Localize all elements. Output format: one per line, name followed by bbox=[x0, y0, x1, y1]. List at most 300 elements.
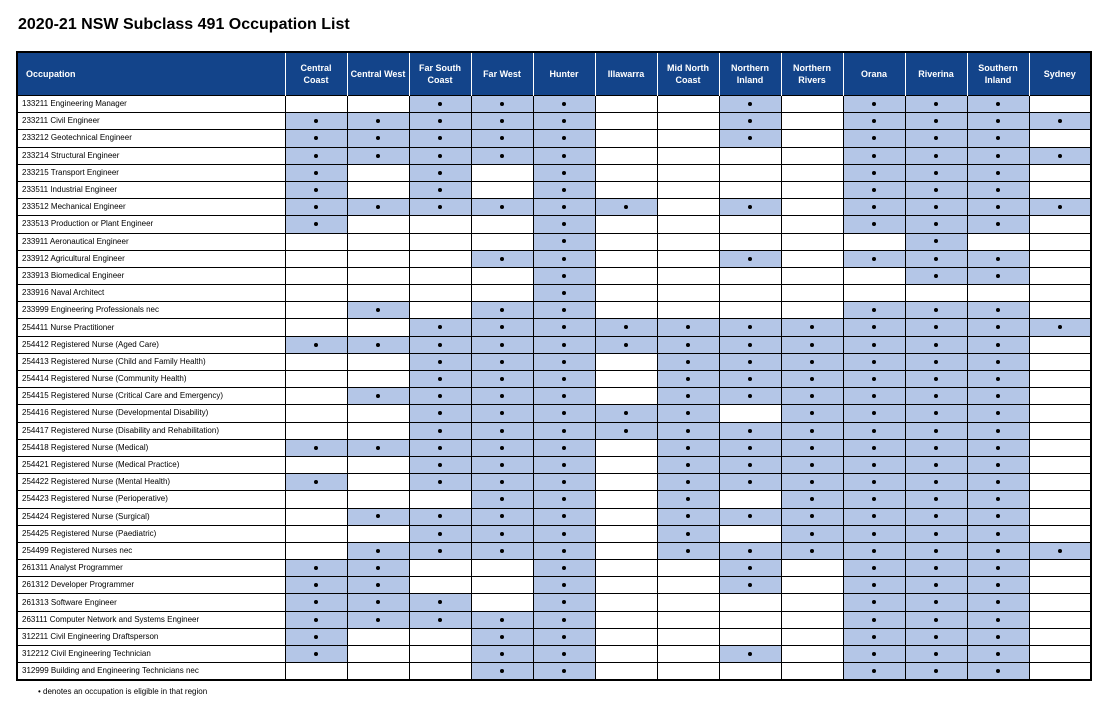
region-cell bbox=[471, 525, 533, 542]
eligible-dot-icon bbox=[438, 188, 442, 192]
region-cell bbox=[905, 353, 967, 370]
region-cell bbox=[471, 560, 533, 577]
region-cell bbox=[533, 199, 595, 216]
eligible-dot-icon bbox=[934, 514, 938, 518]
eligible-dot-icon bbox=[996, 119, 1000, 123]
region-cell bbox=[1029, 336, 1091, 353]
region-cell bbox=[1029, 422, 1091, 439]
region-cell bbox=[471, 336, 533, 353]
region-cell bbox=[409, 525, 471, 542]
region-cell bbox=[409, 147, 471, 164]
eligible-dot-icon bbox=[314, 136, 318, 140]
eligible-dot-icon bbox=[996, 325, 1000, 329]
table-header-row bbox=[17, 52, 1091, 96]
region-cell bbox=[843, 164, 905, 181]
region-cell bbox=[843, 216, 905, 233]
region-cell bbox=[719, 388, 781, 405]
eligible-dot-icon bbox=[500, 497, 504, 501]
region-cell bbox=[905, 422, 967, 439]
eligible-dot-icon bbox=[500, 308, 504, 312]
region-cell bbox=[409, 319, 471, 336]
eligible-dot-icon bbox=[314, 618, 318, 622]
region-cell bbox=[285, 216, 347, 233]
region-cell bbox=[905, 371, 967, 388]
region-cell bbox=[967, 164, 1029, 181]
eligible-dot-icon bbox=[996, 652, 1000, 656]
region-cell bbox=[347, 491, 409, 508]
region-cell bbox=[471, 181, 533, 198]
eligible-dot-icon bbox=[314, 188, 318, 192]
region-cell bbox=[967, 542, 1029, 559]
eligible-dot-icon bbox=[624, 205, 628, 209]
eligible-dot-icon bbox=[996, 360, 1000, 364]
occupation-cell: 254412 Registered Nurse (Aged Care) bbox=[17, 336, 285, 353]
region-cell bbox=[409, 371, 471, 388]
region-cell bbox=[533, 560, 595, 577]
eligible-dot-icon bbox=[562, 532, 566, 536]
column-header-region: Sydney bbox=[1029, 52, 1091, 96]
region-cell bbox=[719, 405, 781, 422]
region-cell bbox=[843, 628, 905, 645]
region-cell bbox=[595, 285, 657, 302]
region-cell bbox=[843, 611, 905, 628]
region-cell bbox=[533, 474, 595, 491]
occupation-cell: 233512 Mechanical Engineer bbox=[17, 199, 285, 216]
eligible-dot-icon bbox=[500, 411, 504, 415]
table-row bbox=[17, 96, 1091, 113]
region-cell bbox=[967, 216, 1029, 233]
eligible-dot-icon bbox=[810, 360, 814, 364]
region-cell bbox=[905, 456, 967, 473]
region-cell bbox=[285, 319, 347, 336]
region-cell bbox=[843, 663, 905, 681]
eligible-dot-icon bbox=[748, 257, 752, 261]
eligible-dot-icon bbox=[686, 360, 690, 364]
region-cell bbox=[285, 577, 347, 594]
region-cell bbox=[285, 302, 347, 319]
region-cell bbox=[843, 560, 905, 577]
region-cell bbox=[285, 164, 347, 181]
eligible-dot-icon bbox=[934, 480, 938, 484]
eligible-dot-icon bbox=[686, 480, 690, 484]
eligible-dot-icon bbox=[562, 394, 566, 398]
eligible-dot-icon bbox=[686, 325, 690, 329]
eligible-dot-icon bbox=[996, 377, 1000, 381]
region-cell bbox=[409, 542, 471, 559]
region-cell bbox=[409, 508, 471, 525]
region-cell bbox=[719, 96, 781, 113]
region-cell bbox=[657, 646, 719, 663]
eligible-dot-icon bbox=[996, 171, 1000, 175]
eligible-dot-icon bbox=[748, 583, 752, 587]
eligible-dot-icon bbox=[872, 652, 876, 656]
region-cell bbox=[843, 525, 905, 542]
region-cell bbox=[285, 199, 347, 216]
region-cell bbox=[533, 422, 595, 439]
region-cell bbox=[347, 267, 409, 284]
eligible-dot-icon bbox=[996, 188, 1000, 192]
region-cell bbox=[533, 663, 595, 681]
region-cell bbox=[1029, 233, 1091, 250]
occupation-cell: 312212 Civil Engineering Technician bbox=[17, 646, 285, 663]
table-row bbox=[17, 560, 1091, 577]
region-cell bbox=[843, 491, 905, 508]
eligible-dot-icon bbox=[872, 635, 876, 639]
region-cell bbox=[781, 233, 843, 250]
eligible-dot-icon bbox=[748, 446, 752, 450]
region-cell bbox=[781, 147, 843, 164]
region-cell bbox=[533, 611, 595, 628]
eligible-dot-icon bbox=[996, 583, 1000, 587]
region-cell bbox=[471, 663, 533, 681]
region-cell bbox=[1029, 456, 1091, 473]
region-cell bbox=[471, 371, 533, 388]
eligible-dot-icon bbox=[934, 119, 938, 123]
eligible-dot-icon bbox=[624, 411, 628, 415]
region-cell bbox=[285, 353, 347, 370]
region-cell bbox=[533, 130, 595, 147]
region-cell bbox=[347, 542, 409, 559]
table-row bbox=[17, 113, 1091, 130]
column-header-region: Northern Inland bbox=[719, 52, 781, 96]
eligible-dot-icon bbox=[748, 325, 752, 329]
occupation-cell: 254414 Registered Nurse (Community Health) bbox=[17, 371, 285, 388]
eligible-dot-icon bbox=[376, 308, 380, 312]
eligible-dot-icon bbox=[934, 343, 938, 347]
occupation-cell: 233912 Agricultural Engineer bbox=[17, 250, 285, 267]
eligible-dot-icon bbox=[996, 600, 1000, 604]
eligible-dot-icon bbox=[562, 343, 566, 347]
region-cell bbox=[781, 456, 843, 473]
occupation-cell: 254424 Registered Nurse (Surgical) bbox=[17, 508, 285, 525]
region-cell bbox=[781, 371, 843, 388]
region-cell bbox=[347, 319, 409, 336]
region-cell bbox=[967, 560, 1029, 577]
region-cell bbox=[781, 113, 843, 130]
occupation-cell: 233214 Structural Engineer bbox=[17, 147, 285, 164]
eligible-dot-icon bbox=[810, 480, 814, 484]
eligible-dot-icon bbox=[438, 171, 442, 175]
region-cell bbox=[347, 508, 409, 525]
region-cell bbox=[285, 508, 347, 525]
eligible-dot-icon bbox=[686, 377, 690, 381]
region-cell bbox=[719, 508, 781, 525]
region-cell bbox=[595, 233, 657, 250]
region-cell bbox=[719, 319, 781, 336]
region-cell bbox=[1029, 130, 1091, 147]
region-cell bbox=[843, 508, 905, 525]
region-cell bbox=[595, 560, 657, 577]
eligible-dot-icon bbox=[624, 429, 628, 433]
region-cell bbox=[719, 285, 781, 302]
eligible-dot-icon bbox=[872, 171, 876, 175]
eligible-dot-icon bbox=[562, 600, 566, 604]
region-cell bbox=[905, 113, 967, 130]
column-header-region: Illawarra bbox=[595, 52, 657, 96]
region-cell bbox=[905, 130, 967, 147]
eligible-dot-icon bbox=[562, 154, 566, 158]
region-cell bbox=[533, 439, 595, 456]
region-cell bbox=[905, 250, 967, 267]
region-cell bbox=[905, 491, 967, 508]
eligible-dot-icon bbox=[934, 635, 938, 639]
eligible-dot-icon bbox=[314, 119, 318, 123]
region-cell bbox=[843, 199, 905, 216]
region-cell bbox=[905, 199, 967, 216]
region-cell bbox=[843, 336, 905, 353]
eligible-dot-icon bbox=[872, 446, 876, 450]
region-cell bbox=[533, 319, 595, 336]
region-cell bbox=[967, 96, 1029, 113]
eligible-dot-icon bbox=[500, 635, 504, 639]
region-cell bbox=[471, 285, 533, 302]
region-cell bbox=[657, 130, 719, 147]
region-cell bbox=[719, 663, 781, 681]
eligible-dot-icon bbox=[500, 549, 504, 553]
table-row bbox=[17, 491, 1091, 508]
eligible-dot-icon bbox=[1058, 325, 1062, 329]
region-cell bbox=[781, 594, 843, 611]
region-cell bbox=[595, 525, 657, 542]
eligible-dot-icon bbox=[810, 429, 814, 433]
region-cell bbox=[285, 525, 347, 542]
column-header-region: Far West bbox=[471, 52, 533, 96]
table-row bbox=[17, 181, 1091, 198]
eligible-dot-icon bbox=[500, 514, 504, 518]
region-cell bbox=[781, 336, 843, 353]
eligible-dot-icon bbox=[686, 514, 690, 518]
eligible-dot-icon bbox=[562, 325, 566, 329]
eligible-dot-icon bbox=[872, 497, 876, 501]
region-cell bbox=[347, 439, 409, 456]
region-cell bbox=[843, 267, 905, 284]
region-cell bbox=[595, 216, 657, 233]
region-cell bbox=[657, 611, 719, 628]
region-cell bbox=[347, 199, 409, 216]
region-cell bbox=[471, 267, 533, 284]
region-cell bbox=[1029, 508, 1091, 525]
occupation-cell: 233212 Geotechnical Engineer bbox=[17, 130, 285, 147]
region-cell bbox=[1029, 319, 1091, 336]
region-cell bbox=[719, 250, 781, 267]
region-cell bbox=[719, 130, 781, 147]
region-cell bbox=[1029, 113, 1091, 130]
region-cell bbox=[1029, 164, 1091, 181]
eligible-dot-icon bbox=[934, 394, 938, 398]
region-cell bbox=[471, 491, 533, 508]
region-cell bbox=[595, 491, 657, 508]
region-cell bbox=[905, 388, 967, 405]
eligible-dot-icon bbox=[438, 154, 442, 158]
region-cell bbox=[347, 285, 409, 302]
table-row bbox=[17, 663, 1091, 681]
eligible-dot-icon bbox=[686, 549, 690, 553]
eligible-dot-icon bbox=[562, 205, 566, 209]
region-cell bbox=[347, 164, 409, 181]
eligible-dot-icon bbox=[872, 618, 876, 622]
eligible-dot-icon bbox=[934, 205, 938, 209]
occupation-cell: 254499 Registered Nurses nec bbox=[17, 542, 285, 559]
region-cell bbox=[843, 233, 905, 250]
region-cell bbox=[409, 388, 471, 405]
eligible-dot-icon bbox=[748, 119, 752, 123]
region-cell bbox=[409, 422, 471, 439]
region-cell bbox=[409, 113, 471, 130]
eligible-dot-icon bbox=[500, 102, 504, 106]
eligible-dot-icon bbox=[934, 325, 938, 329]
region-cell bbox=[781, 474, 843, 491]
eligible-dot-icon bbox=[810, 394, 814, 398]
region-cell bbox=[1029, 646, 1091, 663]
eligible-dot-icon bbox=[686, 446, 690, 450]
eligible-dot-icon bbox=[500, 618, 504, 622]
eligible-dot-icon bbox=[996, 136, 1000, 140]
eligible-dot-icon bbox=[314, 635, 318, 639]
region-cell bbox=[285, 491, 347, 508]
region-cell bbox=[905, 646, 967, 663]
table-row bbox=[17, 250, 1091, 267]
region-cell bbox=[657, 439, 719, 456]
region-cell bbox=[409, 285, 471, 302]
region-cell bbox=[781, 267, 843, 284]
occupation-cell: 254416 Registered Nurse (Developmental Disability) bbox=[17, 405, 285, 422]
eligible-dot-icon bbox=[562, 291, 566, 295]
region-cell bbox=[471, 130, 533, 147]
occupation-cell: 261311 Analyst Programmer bbox=[17, 560, 285, 577]
region-cell bbox=[347, 371, 409, 388]
region-cell bbox=[967, 371, 1029, 388]
eligible-dot-icon bbox=[562, 119, 566, 123]
eligible-dot-icon bbox=[500, 394, 504, 398]
region-cell bbox=[285, 371, 347, 388]
region-cell bbox=[843, 577, 905, 594]
region-cell bbox=[347, 113, 409, 130]
region-cell bbox=[843, 422, 905, 439]
eligible-dot-icon bbox=[872, 188, 876, 192]
region-cell bbox=[409, 456, 471, 473]
table-row bbox=[17, 456, 1091, 473]
table-row bbox=[17, 371, 1091, 388]
eligible-dot-icon bbox=[748, 377, 752, 381]
region-cell bbox=[533, 285, 595, 302]
eligible-dot-icon bbox=[748, 102, 752, 106]
region-cell bbox=[533, 147, 595, 164]
region-cell bbox=[657, 233, 719, 250]
region-cell bbox=[719, 456, 781, 473]
occupation-cell: 233513 Production or Plant Engineer bbox=[17, 216, 285, 233]
region-cell bbox=[347, 353, 409, 370]
region-cell bbox=[347, 250, 409, 267]
eligible-dot-icon bbox=[376, 583, 380, 587]
eligible-dot-icon bbox=[872, 119, 876, 123]
region-cell bbox=[967, 525, 1029, 542]
region-cell bbox=[967, 302, 1029, 319]
eligible-dot-icon bbox=[872, 222, 876, 226]
region-cell bbox=[781, 491, 843, 508]
eligible-dot-icon bbox=[438, 394, 442, 398]
region-cell bbox=[781, 164, 843, 181]
eligible-dot-icon bbox=[996, 446, 1000, 450]
region-cell bbox=[967, 147, 1029, 164]
eligible-dot-icon bbox=[872, 308, 876, 312]
eligible-dot-icon bbox=[562, 188, 566, 192]
eligible-dot-icon bbox=[500, 136, 504, 140]
region-cell bbox=[719, 233, 781, 250]
region-cell bbox=[1029, 388, 1091, 405]
region-cell bbox=[843, 456, 905, 473]
region-cell bbox=[843, 113, 905, 130]
region-cell bbox=[905, 594, 967, 611]
region-cell bbox=[471, 164, 533, 181]
eligible-dot-icon bbox=[748, 566, 752, 570]
eligible-dot-icon bbox=[314, 583, 318, 587]
eligible-dot-icon bbox=[996, 308, 1000, 312]
region-cell bbox=[657, 319, 719, 336]
region-cell bbox=[409, 594, 471, 611]
region-cell bbox=[1029, 542, 1091, 559]
eligible-dot-icon bbox=[872, 514, 876, 518]
occupation-cell: 261313 Software Engineer bbox=[17, 594, 285, 611]
eligible-dot-icon bbox=[872, 377, 876, 381]
eligible-dot-icon bbox=[810, 325, 814, 329]
region-cell bbox=[533, 371, 595, 388]
region-cell bbox=[719, 491, 781, 508]
eligible-dot-icon bbox=[686, 532, 690, 536]
table-row bbox=[17, 646, 1091, 663]
region-cell bbox=[595, 388, 657, 405]
eligible-dot-icon bbox=[624, 343, 628, 347]
region-cell bbox=[905, 508, 967, 525]
eligible-dot-icon bbox=[872, 566, 876, 570]
region-cell bbox=[595, 181, 657, 198]
eligible-dot-icon bbox=[500, 119, 504, 123]
eligible-dot-icon bbox=[314, 205, 318, 209]
occupation-cell: 254423 Registered Nurse (Perioperative) bbox=[17, 491, 285, 508]
region-cell bbox=[967, 353, 1029, 370]
region-cell bbox=[1029, 285, 1091, 302]
eligible-dot-icon bbox=[872, 154, 876, 158]
eligible-dot-icon bbox=[934, 360, 938, 364]
region-cell bbox=[533, 491, 595, 508]
eligible-dot-icon bbox=[686, 497, 690, 501]
region-cell bbox=[595, 577, 657, 594]
region-cell bbox=[595, 336, 657, 353]
eligible-dot-icon bbox=[872, 600, 876, 604]
region-cell bbox=[1029, 405, 1091, 422]
eligible-dot-icon bbox=[996, 532, 1000, 536]
region-cell bbox=[285, 267, 347, 284]
eligible-dot-icon bbox=[438, 119, 442, 123]
region-cell bbox=[781, 508, 843, 525]
occupation-cell: 261312 Developer Programmer bbox=[17, 577, 285, 594]
eligible-dot-icon bbox=[314, 343, 318, 347]
region-cell bbox=[409, 336, 471, 353]
eligible-dot-icon bbox=[500, 480, 504, 484]
eligible-dot-icon bbox=[562, 377, 566, 381]
eligible-dot-icon bbox=[996, 514, 1000, 518]
region-cell bbox=[843, 594, 905, 611]
table-row bbox=[17, 577, 1091, 594]
region-cell bbox=[471, 577, 533, 594]
region-cell bbox=[657, 96, 719, 113]
region-cell bbox=[595, 147, 657, 164]
eligible-dot-icon bbox=[934, 429, 938, 433]
region-cell bbox=[409, 560, 471, 577]
region-cell bbox=[595, 611, 657, 628]
region-cell bbox=[657, 594, 719, 611]
region-cell bbox=[595, 594, 657, 611]
region-cell bbox=[471, 113, 533, 130]
